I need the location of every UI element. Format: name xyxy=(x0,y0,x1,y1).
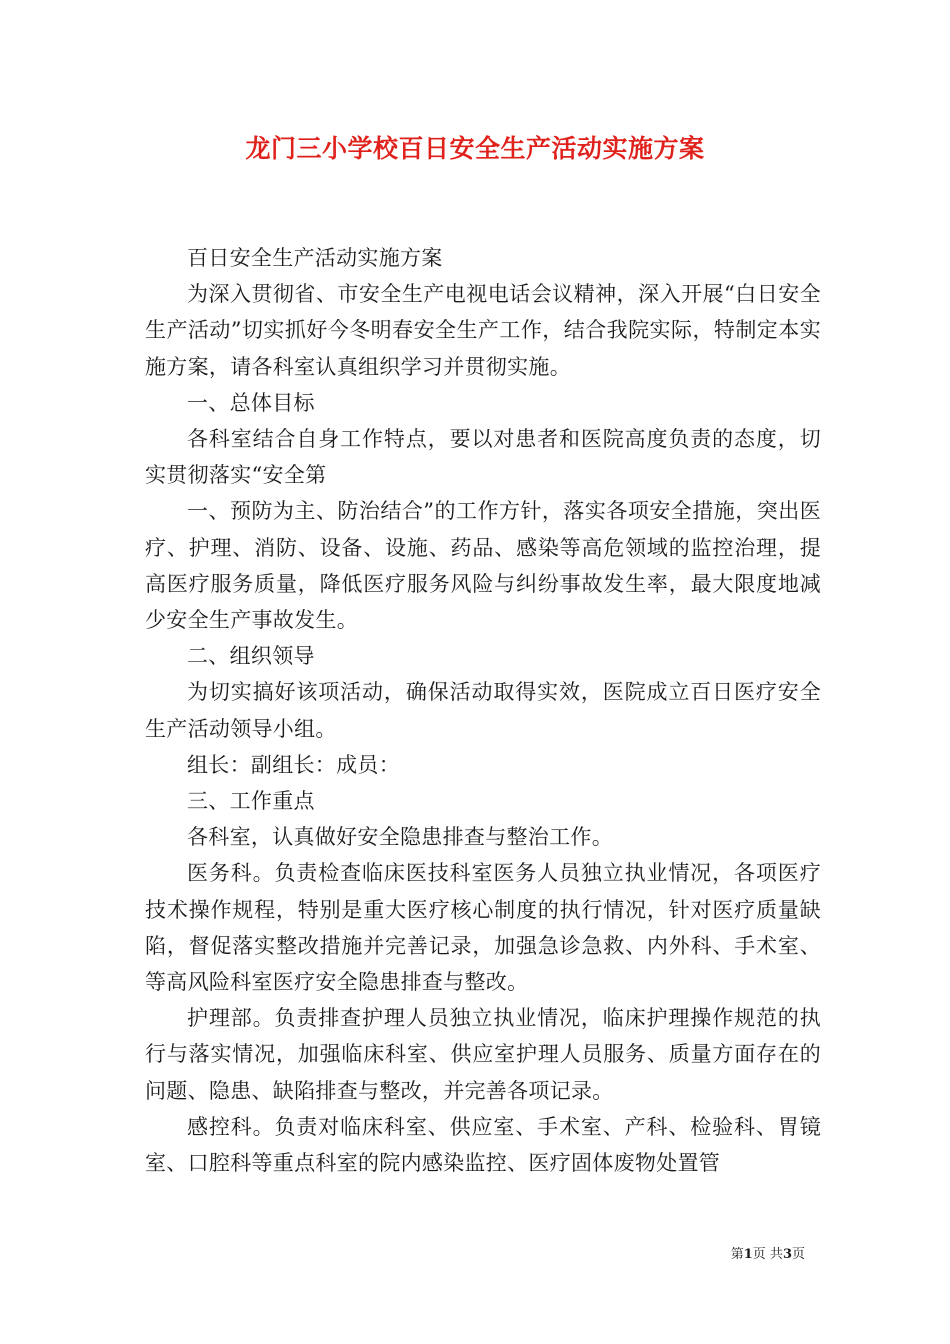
section-heading: 三、工作重点 xyxy=(187,789,315,814)
section-heading: 二、组织领导 xyxy=(187,644,315,669)
page-number-prefix: 第 xyxy=(730,1247,744,1262)
section-heading: 一、总体目标 xyxy=(187,390,315,415)
paragraph: 各科室结合自身工作特点，要以对患者和医院高度负责的态度，切实贯彻落实“安全第 xyxy=(145,427,821,488)
document-title: 龙门三小学校百日安全生产活动实施方案 xyxy=(245,134,705,163)
paragraph: 一、预防为主、防治结合”的工作方针，落实各项安全措施，突出医疗、护理、消防、设备、设施、药品、感染等高危领域的监控治理，提高医疗服务质量，降低医疗服务风险与纠纷事故发生率，最大限度地减少安全生产事故发生。 xyxy=(145,499,821,633)
page-number xyxy=(731,1246,805,1264)
page-number-middle: 页 共 xyxy=(752,1247,783,1262)
paragraph: 为切实搞好该项活动，确保活动取得实效，医院成立百日医疗安全生产活动领导小组。 xyxy=(145,680,821,741)
paragraph: 为深入贯彻省、市安全生产电视电话会议精神，深入开展“白日安全生产活动”切实抓好今冬明春安全生产工作，结合我院实际，特制定本实施方案，请各科室认真组织学习并贯彻实施。 xyxy=(145,282,821,379)
paragraph: 组长：副组长：成员： xyxy=(187,752,400,777)
paragraph: 护理部。负责排查护理人员独立执业情况，临床护理操作规范的执行与落实情况，加强临床科室、供应室护理人员服务、质量方面存在的问题、隐患、缺陷排查与整改，并完善各项记录。 xyxy=(145,1006,821,1103)
page-number-current: 1 xyxy=(743,1247,753,1262)
paragraph: 感控科。负责对临床科室、供应室、手术室、产科、检验科、胃镜室、口腔科等重点科室的院内感染监控、医疗固体废物处置管 xyxy=(145,1114,821,1176)
page-number-suffix: 页 xyxy=(791,1247,805,1262)
paragraph: 各科室，认真做好安全隐患排查与整治工作。 xyxy=(187,825,613,850)
paragraph: 百日安全生产活动实施方案 xyxy=(187,246,443,270)
page-number-total: 3 xyxy=(782,1247,792,1262)
paragraph: 医务科。负责检查临床医技科室医务人员独立执业情况，各项医疗技术操作规程，特别是重大医疗核心制度的执行情况，针对医疗质量缺陷，督促落实整改措施并完善记录，加强急诊急救、内外科、手术室、等高风险科室医疗安全隐患排查与整改。 xyxy=(145,861,821,995)
document-body xyxy=(145,240,821,1181)
